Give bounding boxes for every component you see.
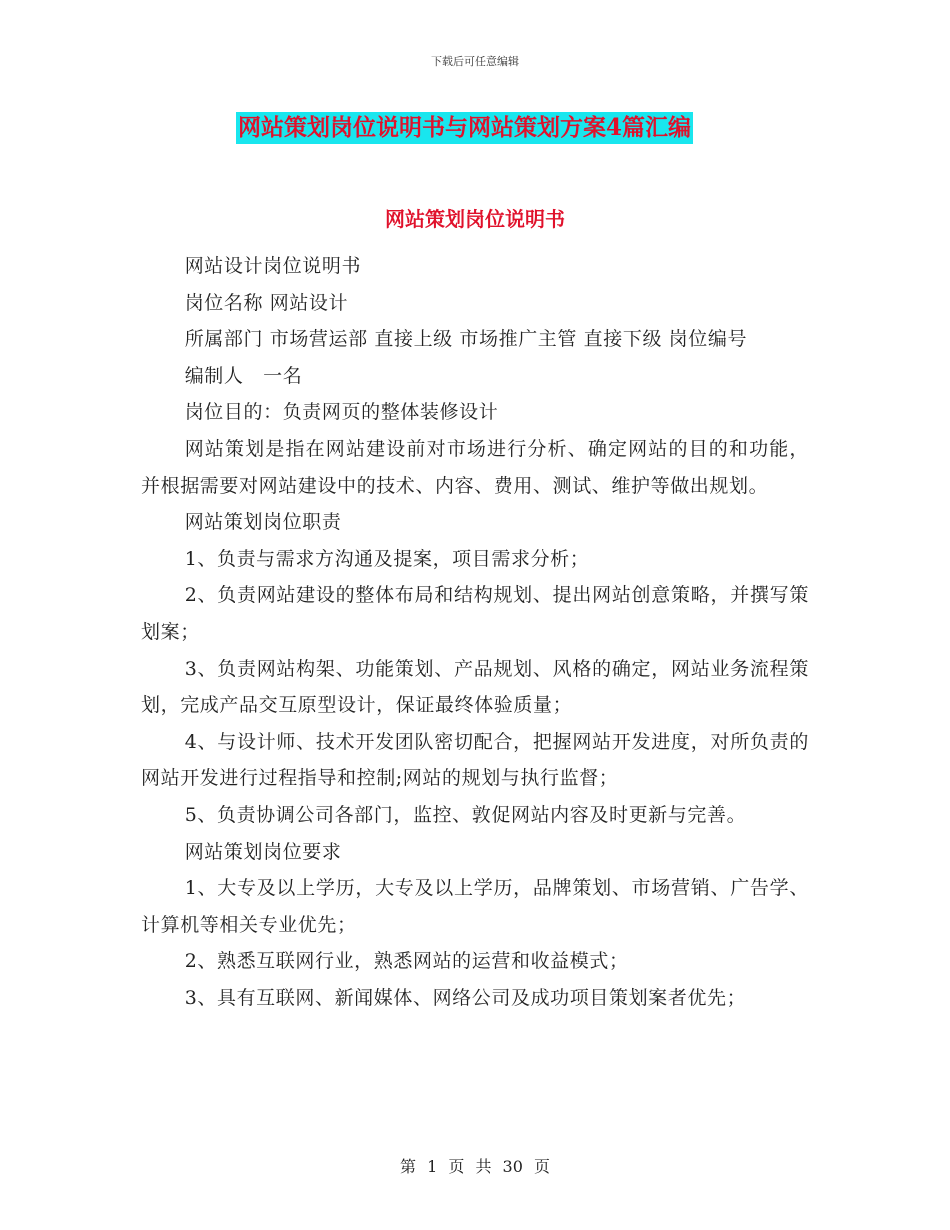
paragraph: 编制人 一名 <box>184 364 303 387</box>
page-footer: 第 1 页 共 30 页 <box>400 1157 550 1176</box>
paragraph: 岗位名称 网站设计 <box>184 291 349 314</box>
paragraph: 网站策划岗位要求 <box>184 840 342 863</box>
paragraph: 5、负责协调公司各部门，监控、敦促网站内容及时更新与完善。 <box>184 803 747 826</box>
paragraph: 网站策划岗位职责 <box>184 511 342 534</box>
paragraph: 1、负责与需求方沟通及提案，项目需求分析； <box>184 547 590 570</box>
paragraph: 2、负责网站建设的整体布局和结构规划、提出网站创意策略，并撰写策划案； <box>141 584 809 643</box>
page-header: 下载后可任意编辑 <box>431 55 519 68</box>
document-body <box>141 248 809 1016</box>
paragraph: 4、与设计师、技术开发团队密切配合，把握网站开发进度，对所负责的网站开发进行过程指导和控制;网站的规划与执行监督； <box>141 730 809 790</box>
paragraph: 3、负责网站构架、功能策划、产品规划、风格的确定，网站业务流程策划，完成产品交互原型设计，保证最终体验质量； <box>141 657 809 717</box>
section-title: 网站策划岗位说明书 <box>385 207 565 231</box>
paragraph: 3、具有互联网、新闻媒体、网络公司及成功项目策划案者优先； <box>184 986 747 1009</box>
paragraph: 网站设计岗位说明书 <box>184 255 362 277</box>
paragraph: 1、大专及以上学历，大专及以上学历，品牌策划、市场营销、广告学、计算机等相关专业优先； <box>141 877 809 936</box>
paragraph: 2、熟悉互联网行业，熟悉网站的运营和收益模式； <box>184 950 629 973</box>
paragraph: 岗位目的：负责网页的整体装修设计 <box>184 401 499 424</box>
paragraph: 所属部门 市场营运部 直接上级 市场推广主管 直接下级 岗位编号 <box>184 328 748 351</box>
document-title: 网站策划岗位说明书与网站策划方案4篇汇编 <box>236 112 693 144</box>
paragraph: 网站策划是指在网站建设前对市场进行分析、确定网站的目的和功能，并根据需要对网站建设中的技术、内容、费用、测试、维护等做出规划。 <box>141 437 809 497</box>
